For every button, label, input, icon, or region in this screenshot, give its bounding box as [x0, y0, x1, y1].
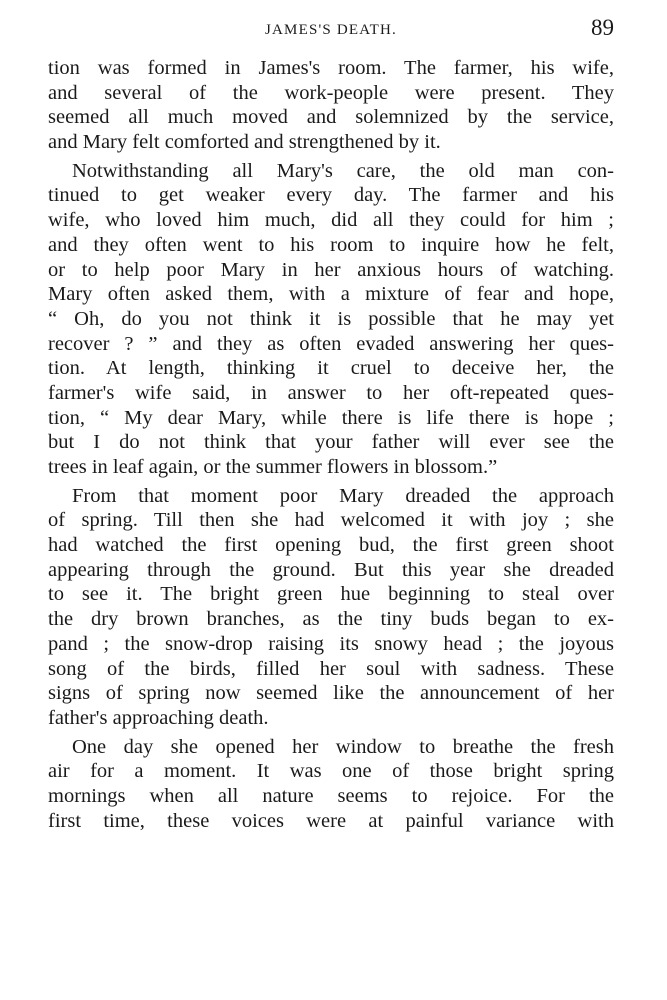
text-line: and they often went to his room to inquire how he felt,: [48, 233, 614, 256]
text-line: tinued to get weaker every day. The farmer and his: [48, 184, 614, 207]
text-line: air for a moment. It was one of those bright spring: [48, 760, 614, 783]
text-line: recover ? ” and they as often evaded answering her ques-: [48, 332, 614, 355]
paragraph: [48, 735, 614, 834]
text-line: and Mary felt comforted and strengthened by it.: [48, 131, 441, 154]
text-line: mornings when all nature seems to rejoice. For the: [48, 784, 614, 807]
text-line: Notwithstanding all Mary's care, the old man con-: [72, 159, 614, 182]
paragraph: [48, 56, 614, 155]
running-title: JAMES'S DEATH.: [264, 22, 398, 38]
text-line: “ Oh, do you not think it is possible that he may yet: [48, 307, 614, 330]
paragraph: [48, 484, 614, 731]
text-line: first time, these voices were at painful variance with: [48, 809, 614, 832]
text-line: tion, “ My dear Mary, while there is life there is hope ;: [48, 406, 614, 429]
text-line: song of the birds, filled her soul with sadness. These: [48, 657, 614, 680]
text-line: One day she opened her window to breathe the fresh: [72, 735, 614, 758]
text-line: From that moment poor Mary dreaded the approach: [72, 484, 614, 507]
text-line: appearing through the ground. But this year she dreaded: [48, 558, 614, 581]
text-line: the dry brown branches, as the tiny buds began to ex-: [48, 608, 614, 631]
text-line: but I do not think that your father will ever see the: [48, 431, 614, 454]
text-line: or to help poor Mary in her anxious hours of watching.: [48, 258, 614, 281]
text-line: tion was formed in James's room. The farmer, his wife,: [48, 57, 614, 79]
text-line: tion. At length, thinking it cruel to deceive her, the: [48, 357, 614, 380]
text-line: had watched the first opening bud, the first green shoot: [48, 534, 614, 557]
text-line: farmer's wife said, in answer to her oft-repeated ques-: [48, 381, 614, 404]
text-line: trees in leaf again, or the summer flowers in blossom.”: [48, 456, 498, 478]
paragraph: [48, 159, 614, 480]
text-line: to see it. The bright green hue beginning to steal over: [48, 583, 614, 606]
text-line: and several of the work-people were present. They: [48, 81, 614, 104]
text-line: father's approaching death.: [48, 706, 269, 729]
body-text: [48, 56, 614, 833]
text-line: of spring. Till then she had welcomed it with joy ; she: [48, 509, 614, 532]
running-head: [48, 14, 614, 48]
text-line: wife, who loved him much, did all they could for him ;: [48, 209, 614, 232]
text-line: seemed all much moved and solemnized by the service,: [48, 106, 614, 129]
page-number: 89: [591, 15, 614, 40]
text-line: Mary often asked them, with a mixture of fear and hope,: [48, 283, 614, 306]
text-line: signs of spring now seemed like the announcement of her: [48, 682, 614, 705]
text-line: pand ; the snow-drop raising its snowy head ; the joyous: [48, 632, 614, 655]
